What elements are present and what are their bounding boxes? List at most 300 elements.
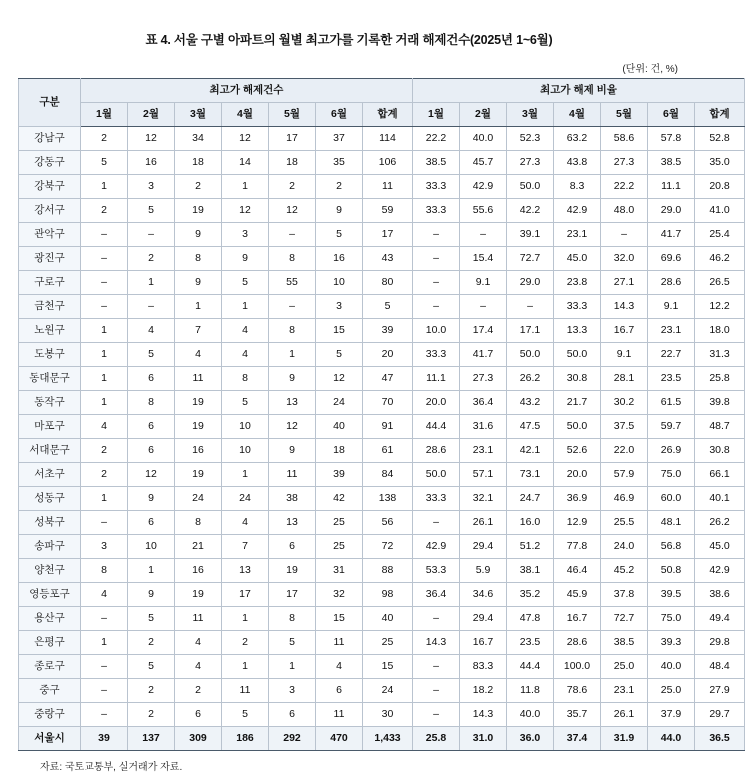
ratio-cell: – <box>601 223 648 247</box>
ratio-cell: 33.3 <box>554 295 601 319</box>
count-cell: 17 <box>269 583 316 607</box>
count-cell: 16 <box>128 151 175 175</box>
ratio-cell: 61.5 <box>648 391 695 415</box>
source-note: 자료: 국토교통부, 실거래가 자료. <box>40 762 183 773</box>
count-cell: 2 <box>269 175 316 199</box>
count-cell: 2 <box>128 679 175 703</box>
count-cell: 7 <box>222 535 269 559</box>
ratio-cell: 16.7 <box>460 631 507 655</box>
ratio-cell: 9.1 <box>460 271 507 295</box>
count-cell: 25 <box>316 535 363 559</box>
count-cell: 42 <box>316 487 363 511</box>
count-cell: 5 <box>269 631 316 655</box>
table-title: 표 4. 서울 구별 아파트의 월별 최고가를 기록한 거래 해제건수(2025년 1~6월) <box>145 33 553 47</box>
ratio-cell: 28.6 <box>413 439 460 463</box>
count-cell: 8 <box>175 511 222 535</box>
ratio-cell: 38.6 <box>695 583 745 607</box>
ratio-cell: 33.3 <box>413 175 460 199</box>
table-total-row <box>19 727 745 751</box>
ratio-cell: 55.6 <box>460 199 507 223</box>
count-cell: 186 <box>222 727 269 751</box>
table-row <box>19 535 745 559</box>
count-cell: 8 <box>175 247 222 271</box>
table-row <box>19 367 745 391</box>
count-cell: 17 <box>222 583 269 607</box>
ratio-cell: 22.2 <box>601 175 648 199</box>
ratio-cell: 16.7 <box>601 319 648 343</box>
count-cell: 30 <box>363 703 413 727</box>
district-name: 동대문구 <box>19 367 81 391</box>
header-counts-m2: 2월 <box>128 103 175 127</box>
header-gubun: 구분 <box>19 79 81 127</box>
count-cell: 70 <box>363 391 413 415</box>
count-cell: 2 <box>128 247 175 271</box>
ratio-cell: 18.0 <box>695 319 745 343</box>
count-cell: 2 <box>316 175 363 199</box>
table-row <box>19 391 745 415</box>
count-cell: 6 <box>175 703 222 727</box>
district-name: 종로구 <box>19 655 81 679</box>
table-row <box>19 127 745 151</box>
ratio-cell: 22.0 <box>601 439 648 463</box>
count-cell: 98 <box>363 583 413 607</box>
ratio-cell: 11.8 <box>507 679 554 703</box>
ratio-cell: 26.5 <box>695 271 745 295</box>
count-cell: 4 <box>175 631 222 655</box>
ratio-cell: 36.9 <box>554 487 601 511</box>
count-cell: 5 <box>128 343 175 367</box>
count-cell: 5 <box>128 607 175 631</box>
count-cell: 1 <box>81 391 128 415</box>
count-cell: 5 <box>128 655 175 679</box>
ratio-cell: – <box>413 511 460 535</box>
ratio-cell: 41.7 <box>648 223 695 247</box>
count-cell: 8 <box>81 559 128 583</box>
count-cell: 16 <box>175 559 222 583</box>
table-row <box>19 511 745 535</box>
ratio-cell: – <box>413 295 460 319</box>
ratio-cell: 50.8 <box>648 559 695 583</box>
table-head <box>19 79 745 127</box>
count-cell: 20 <box>363 343 413 367</box>
count-cell: 88 <box>363 559 413 583</box>
count-cell: 12 <box>269 199 316 223</box>
count-cell: 3 <box>81 535 128 559</box>
table-row <box>19 199 745 223</box>
table-row <box>19 343 745 367</box>
count-cell: 24 <box>222 487 269 511</box>
ratio-cell: 35.2 <box>507 583 554 607</box>
district-name: 구로구 <box>19 271 81 295</box>
table-body <box>19 127 745 751</box>
count-cell: 9 <box>269 367 316 391</box>
table-row <box>19 559 745 583</box>
ratio-cell: 10.0 <box>413 319 460 343</box>
count-cell: 2 <box>81 463 128 487</box>
count-cell: 9 <box>222 247 269 271</box>
count-cell: – <box>81 607 128 631</box>
ratio-cell: 46.9 <box>601 487 648 511</box>
ratio-cell: 28.6 <box>648 271 695 295</box>
ratio-cell: 36.5 <box>695 727 745 751</box>
ratio-cell: 23.5 <box>648 367 695 391</box>
ratio-cell: 57.9 <box>601 463 648 487</box>
ratio-cell: 83.3 <box>460 655 507 679</box>
ratio-cell: 38.5 <box>648 151 695 175</box>
district-name: 서대문구 <box>19 439 81 463</box>
ratio-cell: – <box>413 223 460 247</box>
count-cell: 18 <box>316 439 363 463</box>
ratio-cell: 66.1 <box>695 463 745 487</box>
count-cell: 72 <box>363 535 413 559</box>
count-cell: 5 <box>316 343 363 367</box>
ratio-cell: 8.3 <box>554 175 601 199</box>
apartment-cancellation-table <box>18 78 745 751</box>
ratio-cell: 47.5 <box>507 415 554 439</box>
ratio-cell: 29.0 <box>648 199 695 223</box>
count-cell: 31 <box>316 559 363 583</box>
district-name: 은평구 <box>19 631 81 655</box>
count-cell: 1 <box>222 175 269 199</box>
table-row <box>19 583 745 607</box>
header-ratios-m2: 2월 <box>460 103 507 127</box>
count-cell: 19 <box>175 463 222 487</box>
ratio-cell: 11.1 <box>413 367 460 391</box>
ratio-cell: 42.1 <box>507 439 554 463</box>
ratio-cell: 31.6 <box>460 415 507 439</box>
count-cell: 9 <box>175 271 222 295</box>
ratio-cell: 72.7 <box>507 247 554 271</box>
table-row <box>19 487 745 511</box>
count-cell: 24 <box>316 391 363 415</box>
ratio-cell: 30.8 <box>554 367 601 391</box>
ratio-cell: 39.3 <box>648 631 695 655</box>
count-cell: 12 <box>222 127 269 151</box>
count-cell: 18 <box>269 151 316 175</box>
table-row <box>19 439 745 463</box>
count-cell: 17 <box>363 223 413 247</box>
table-row <box>19 463 745 487</box>
count-cell: 3 <box>128 175 175 199</box>
ratio-cell: 24.7 <box>507 487 554 511</box>
count-cell: 38 <box>269 487 316 511</box>
header-row-months <box>19 103 745 127</box>
count-cell: 40 <box>316 415 363 439</box>
count-cell: 11 <box>175 607 222 631</box>
count-cell: 4 <box>316 655 363 679</box>
ratio-cell: 44.4 <box>507 655 554 679</box>
count-cell: – <box>81 247 128 271</box>
ratio-cell: 25.0 <box>601 655 648 679</box>
ratio-cell: 43.2 <box>507 391 554 415</box>
ratio-cell: 40.0 <box>648 655 695 679</box>
ratio-cell: 42.9 <box>554 199 601 223</box>
ratio-cell: 45.9 <box>554 583 601 607</box>
ratio-cell: 48.7 <box>695 415 745 439</box>
count-cell: 7 <box>175 319 222 343</box>
ratio-cell: 25.5 <box>601 511 648 535</box>
count-cell: 114 <box>363 127 413 151</box>
ratio-cell: 23.1 <box>460 439 507 463</box>
ratio-cell: 9.1 <box>601 343 648 367</box>
ratio-cell: 50.0 <box>554 415 601 439</box>
district-name: 강북구 <box>19 175 81 199</box>
header-ratios-m1: 1월 <box>413 103 460 127</box>
count-cell: 13 <box>269 391 316 415</box>
table-row <box>19 247 745 271</box>
count-cell: 1 <box>222 655 269 679</box>
ratio-cell: 23.1 <box>601 679 648 703</box>
count-cell: 9 <box>269 439 316 463</box>
ratio-cell: 29.7 <box>695 703 745 727</box>
count-cell: 1 <box>222 295 269 319</box>
count-cell: 13 <box>269 511 316 535</box>
table-row <box>19 631 745 655</box>
ratio-cell: 29.8 <box>695 631 745 655</box>
count-cell: 9 <box>316 199 363 223</box>
ratio-cell: 35.0 <box>695 151 745 175</box>
ratio-cell: 45.2 <box>601 559 648 583</box>
ratio-cell: 42.9 <box>695 559 745 583</box>
ratio-cell: 57.1 <box>460 463 507 487</box>
ratio-cell: 27.3 <box>507 151 554 175</box>
ratio-cell: 33.3 <box>413 487 460 511</box>
district-name: 양천구 <box>19 559 81 583</box>
ratio-cell: 20.8 <box>695 175 745 199</box>
count-cell: 1 <box>128 271 175 295</box>
count-cell: 15 <box>316 319 363 343</box>
count-cell: 24 <box>363 679 413 703</box>
count-cell: 16 <box>316 247 363 271</box>
header-ratios-m6: 6월 <box>648 103 695 127</box>
ratio-cell: 59.7 <box>648 415 695 439</box>
district-name: 노원구 <box>19 319 81 343</box>
count-cell: 12 <box>269 415 316 439</box>
district-name: 중랑구 <box>19 703 81 727</box>
count-cell: 43 <box>363 247 413 271</box>
count-cell: 5 <box>222 703 269 727</box>
count-cell: 2 <box>81 439 128 463</box>
count-cell: 1 <box>222 463 269 487</box>
count-cell: 4 <box>175 343 222 367</box>
count-cell: 8 <box>222 367 269 391</box>
ratio-cell: 27.1 <box>601 271 648 295</box>
ratio-cell: 17.4 <box>460 319 507 343</box>
ratio-cell: 23.5 <box>507 631 554 655</box>
count-cell: 9 <box>175 223 222 247</box>
count-cell: 84 <box>363 463 413 487</box>
ratio-cell: – <box>413 703 460 727</box>
count-cell: 5 <box>222 271 269 295</box>
ratio-cell: 25.4 <box>695 223 745 247</box>
district-name: 서초구 <box>19 463 81 487</box>
count-cell: 59 <box>363 199 413 223</box>
count-cell: 14 <box>222 151 269 175</box>
ratio-cell: 5.9 <box>460 559 507 583</box>
ratio-cell: 35.7 <box>554 703 601 727</box>
count-cell: 61 <box>363 439 413 463</box>
table-row <box>19 607 745 631</box>
ratio-cell: 22.2 <box>413 127 460 151</box>
count-cell: 13 <box>222 559 269 583</box>
ratio-cell: 32.0 <box>601 247 648 271</box>
header-group-ratios: 최고가 해제 비율 <box>413 79 745 103</box>
district-name: 마포구 <box>19 415 81 439</box>
header-ratios-m5: 5월 <box>601 103 648 127</box>
count-cell: 10 <box>222 439 269 463</box>
count-cell: 1 <box>175 295 222 319</box>
district-name: 서울시 <box>19 727 81 751</box>
ratio-cell: 24.0 <box>601 535 648 559</box>
header-ratios-m4: 4월 <box>554 103 601 127</box>
ratio-cell: 30.8 <box>695 439 745 463</box>
ratio-cell: 31.0 <box>460 727 507 751</box>
count-cell: 4 <box>81 415 128 439</box>
ratio-cell: 41.7 <box>460 343 507 367</box>
count-cell: 2 <box>175 679 222 703</box>
count-cell: – <box>128 223 175 247</box>
count-cell: – <box>81 703 128 727</box>
ratio-cell: 38.5 <box>413 151 460 175</box>
ratio-cell: 56.8 <box>648 535 695 559</box>
ratio-cell: 17.1 <box>507 319 554 343</box>
ratio-cell: 33.3 <box>413 343 460 367</box>
ratio-cell: 40.1 <box>695 487 745 511</box>
count-cell: 6 <box>128 415 175 439</box>
count-cell: 5 <box>222 391 269 415</box>
count-cell: – <box>81 223 128 247</box>
count-cell: 3 <box>222 223 269 247</box>
ratio-cell: 45.0 <box>554 247 601 271</box>
count-cell: 6 <box>128 367 175 391</box>
count-cell: 10 <box>316 271 363 295</box>
count-cell: 11 <box>316 631 363 655</box>
count-cell: – <box>269 223 316 247</box>
count-cell: 18 <box>175 151 222 175</box>
district-name: 성북구 <box>19 511 81 535</box>
ratio-cell: 40.0 <box>460 127 507 151</box>
ratio-cell: 43.8 <box>554 151 601 175</box>
ratio-cell: 26.1 <box>601 703 648 727</box>
ratio-cell: 23.1 <box>648 319 695 343</box>
count-cell: 32 <box>316 583 363 607</box>
ratio-cell: 30.2 <box>601 391 648 415</box>
ratio-cell: 28.6 <box>554 631 601 655</box>
district-name: 영등포구 <box>19 583 81 607</box>
count-cell: 2 <box>81 127 128 151</box>
table-row <box>19 151 745 175</box>
ratio-cell: 52.6 <box>554 439 601 463</box>
count-cell: 12 <box>222 199 269 223</box>
count-cell: 6 <box>128 439 175 463</box>
count-cell: 1 <box>269 655 316 679</box>
count-cell: 5 <box>81 151 128 175</box>
count-cell: 8 <box>269 247 316 271</box>
ratio-cell: 27.3 <box>601 151 648 175</box>
count-cell: 5 <box>316 223 363 247</box>
ratio-cell: 58.6 <box>601 127 648 151</box>
count-cell: 1 <box>81 343 128 367</box>
count-cell: 25 <box>363 631 413 655</box>
count-cell: – <box>81 295 128 319</box>
count-cell: 2 <box>128 703 175 727</box>
district-name: 중구 <box>19 679 81 703</box>
count-cell: 80 <box>363 271 413 295</box>
count-cell: 2 <box>128 631 175 655</box>
ratio-cell: 12.9 <box>554 511 601 535</box>
ratio-cell: 26.9 <box>648 439 695 463</box>
ratio-cell: 100.0 <box>554 655 601 679</box>
district-name: 용산구 <box>19 607 81 631</box>
ratio-cell: 44.4 <box>413 415 460 439</box>
unit-note: (단위: 건, %) <box>622 64 678 75</box>
district-name: 강동구 <box>19 151 81 175</box>
district-name: 강남구 <box>19 127 81 151</box>
ratio-cell: 26.2 <box>695 511 745 535</box>
count-cell: 15 <box>316 607 363 631</box>
count-cell: 1 <box>128 559 175 583</box>
count-cell: – <box>81 511 128 535</box>
count-cell: 16 <box>175 439 222 463</box>
count-cell: 2 <box>81 199 128 223</box>
ratio-cell: 42.9 <box>413 535 460 559</box>
count-cell: 5 <box>128 199 175 223</box>
district-name: 송파구 <box>19 535 81 559</box>
count-cell: 10 <box>128 535 175 559</box>
ratio-cell: 42.2 <box>507 199 554 223</box>
count-cell: 8 <box>269 607 316 631</box>
ratio-cell: 50.0 <box>507 343 554 367</box>
header-row-groups <box>19 79 745 103</box>
ratio-cell: 22.7 <box>648 343 695 367</box>
header-ratios-m3: 3월 <box>507 103 554 127</box>
count-cell: 19 <box>175 199 222 223</box>
ratio-cell: 77.8 <box>554 535 601 559</box>
ratio-cell: 20.0 <box>554 463 601 487</box>
ratio-cell: 29.4 <box>460 535 507 559</box>
ratio-cell: – <box>413 271 460 295</box>
ratio-cell: 33.3 <box>413 199 460 223</box>
count-cell: 21 <box>175 535 222 559</box>
count-cell: 34 <box>175 127 222 151</box>
count-cell: 137 <box>128 727 175 751</box>
ratio-cell: – <box>460 295 507 319</box>
ratio-cell: 38.5 <box>601 631 648 655</box>
header-ratios-total: 합계 <box>695 103 745 127</box>
table-row <box>19 655 745 679</box>
ratio-cell: 27.9 <box>695 679 745 703</box>
ratio-cell: 52.3 <box>507 127 554 151</box>
ratio-cell: 37.8 <box>601 583 648 607</box>
header-group-counts: 최고가 해제건수 <box>81 79 413 103</box>
table-row <box>19 271 745 295</box>
ratio-cell: 50.0 <box>554 343 601 367</box>
count-cell: 4 <box>222 343 269 367</box>
count-cell: 4 <box>222 511 269 535</box>
ratio-cell: 14.3 <box>460 703 507 727</box>
count-cell: 4 <box>175 655 222 679</box>
count-cell: 106 <box>363 151 413 175</box>
ratio-cell: 38.1 <box>507 559 554 583</box>
count-cell: 10 <box>222 415 269 439</box>
ratio-cell: – <box>413 607 460 631</box>
ratio-cell: 69.6 <box>648 247 695 271</box>
count-cell: 2 <box>175 175 222 199</box>
count-cell: 1,433 <box>363 727 413 751</box>
count-cell: 25 <box>316 511 363 535</box>
table-row <box>19 679 745 703</box>
count-cell: 11 <box>269 463 316 487</box>
